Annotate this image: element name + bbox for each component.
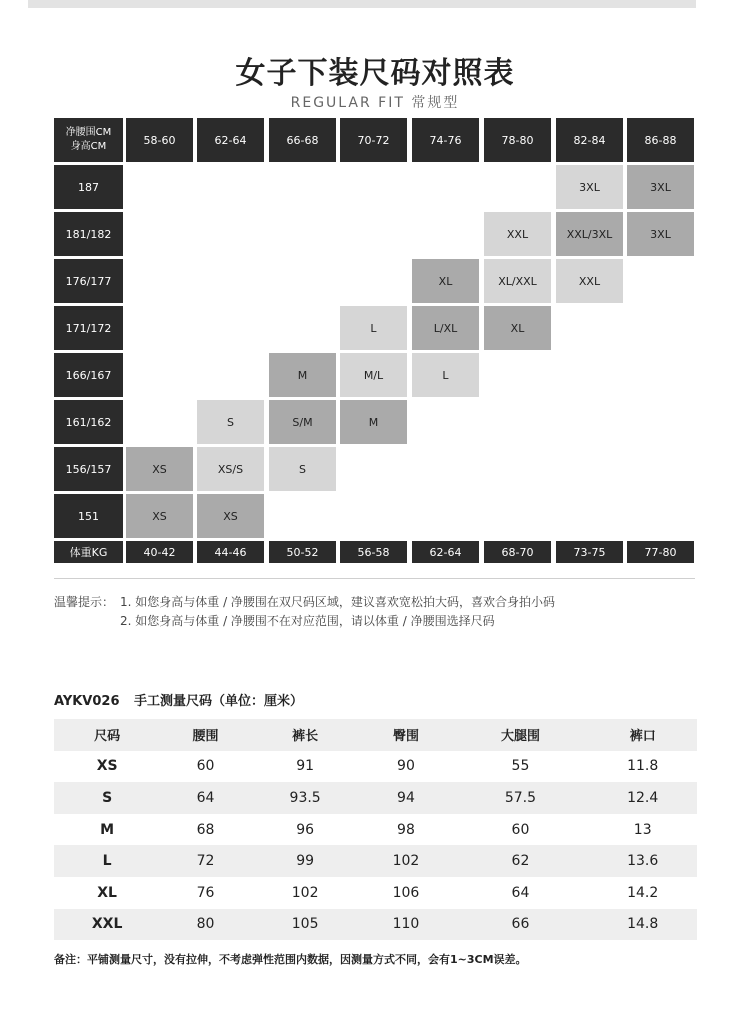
measure-section-title	[54, 690, 313, 709]
table-cell: 14.2	[627, 884, 659, 901]
column-header: 大腿围	[453, 719, 589, 751]
size-cell: S	[197, 400, 264, 444]
size-cell: XS/S	[197, 447, 264, 491]
weight-value: 44-46	[197, 541, 264, 563]
weight-label: 体重KG	[54, 541, 123, 563]
product-code: AYKV026	[54, 694, 120, 709]
table-cell: 13.6	[588, 845, 697, 877]
table-cell: 99	[251, 845, 360, 877]
table-cell: 68	[196, 821, 215, 838]
size-cell: S/M	[269, 400, 336, 444]
table-row	[54, 877, 697, 909]
size-cell: 3XL	[556, 165, 623, 209]
footnote: 备注：平铺测量尺寸，没有拉伸，不考虑弹性范围内数据，因测量方式不同，会有1~3CM误差。	[54, 953, 527, 966]
table-row	[54, 751, 697, 783]
grid-corner-header	[54, 118, 123, 162]
size-name-cell: XXL	[54, 909, 160, 941]
size-cell: XL	[412, 259, 479, 303]
height-label: 156/157	[54, 447, 123, 491]
table-cell: 76	[196, 884, 215, 901]
size-cell: L/XL	[412, 306, 479, 350]
table-cell: 60	[511, 821, 530, 838]
table-row	[54, 909, 697, 941]
size-cell: M	[269, 353, 336, 397]
size-cell: XS	[197, 494, 264, 538]
table-cell: 57.5	[453, 782, 589, 814]
weight-value: 73-75	[556, 541, 623, 563]
table-cell: 94	[359, 782, 452, 814]
waist-header: 78-80	[484, 118, 551, 162]
table-cell: 106	[392, 884, 420, 901]
table-cell: 14.8	[588, 909, 697, 941]
page-subtitle: REGULAR FIT 常规型	[290, 95, 460, 111]
size-cell: 3XL	[627, 212, 694, 256]
size-name-cell: XS	[96, 758, 118, 775]
corner-waist-label: 净腰围CM	[65, 127, 112, 138]
table-cell: 91	[296, 758, 315, 775]
weight-value: 56-58	[340, 541, 407, 563]
height-label: 176/177	[54, 259, 123, 303]
height-label: 166/167	[54, 353, 123, 397]
table-cell: 98	[397, 821, 415, 838]
tip-line-2: 2. 如您身高与体重 / 净腰围不在对应范围，请以体重 / 净腰围选择尺码	[120, 614, 495, 628]
table-row	[54, 845, 697, 877]
table-header-row	[54, 719, 697, 751]
size-name-cell: L	[54, 845, 160, 877]
measurement-table	[54, 719, 697, 940]
table-cell: 110	[359, 909, 452, 941]
table-cell: 102	[359, 845, 452, 877]
waist-header: 74-76	[412, 118, 479, 162]
waist-header: 70-72	[340, 118, 407, 162]
weight-value: 68-70	[484, 541, 551, 563]
table-cell: 102	[291, 884, 319, 901]
height-label: 151	[54, 494, 123, 538]
size-cell: XL	[484, 306, 551, 350]
height-label: 181/182	[54, 212, 123, 256]
table-cell: 93.5	[251, 782, 360, 814]
size-cell: M	[340, 400, 407, 444]
size-cell: S	[269, 447, 336, 491]
size-cell: L	[412, 353, 479, 397]
table-cell: 12.4	[588, 782, 697, 814]
size-cell: L	[340, 306, 407, 350]
waist-header: 86-88	[627, 118, 694, 162]
size-cell: XL/XXL	[484, 259, 551, 303]
waist-header: 82-84	[556, 118, 623, 162]
column-header: 尺码	[54, 719, 160, 751]
tip-line-1: 1. 如您身高与体重 / 净腰围在双尺码区域，建议喜欢宽松拍大码，喜欢合身拍小码	[120, 595, 555, 609]
section-divider	[54, 578, 695, 579]
table-cell: 66	[453, 909, 589, 941]
table-cell: 96	[296, 821, 315, 838]
size-cell: 3XL	[627, 165, 694, 209]
column-header: 腰围	[160, 719, 251, 751]
size-cell: XXL	[556, 259, 623, 303]
column-header: 裤口	[588, 719, 697, 751]
corner-height-label: 身高CM	[70, 141, 107, 152]
measure-title: 手工测量尺码（单位：厘米）	[134, 694, 304, 709]
height-label: 187	[54, 165, 123, 209]
tips-block	[54, 593, 555, 631]
column-header: 臀围	[359, 719, 452, 751]
waist-header: 62-64	[197, 118, 264, 162]
table-cell: 11.8	[627, 758, 659, 775]
weight-value: 40-42	[126, 541, 193, 563]
table-cell: 105	[251, 909, 360, 941]
table-cell: 55	[511, 758, 530, 775]
size-cell: XXL/3XL	[556, 212, 623, 256]
table-cell: 90	[397, 758, 415, 775]
table-cell: 80	[160, 909, 251, 941]
weight-value: 77-80	[627, 541, 694, 563]
height-label: 161/162	[54, 400, 123, 444]
size-name-cell: XL	[97, 884, 117, 901]
size-cell: XS	[126, 447, 193, 491]
table-cell: 62	[453, 845, 589, 877]
table-row	[54, 782, 697, 814]
table-cell: 13	[633, 821, 652, 838]
size-cell: XS	[126, 494, 193, 538]
size-name-cell: S	[54, 782, 160, 814]
size-cell: XXL	[484, 212, 551, 256]
table-cell: 72	[160, 845, 251, 877]
table-cell: 64	[160, 782, 251, 814]
size-cell: M/L	[340, 353, 407, 397]
tips-label: 温馨提示：	[54, 595, 115, 609]
page-title: 女子下装尺码对照表	[235, 56, 515, 91]
table-cell: 64	[511, 884, 530, 901]
column-header: 裤长	[251, 719, 360, 751]
table-cell: 60	[196, 758, 215, 775]
weight-value: 62-64	[412, 541, 479, 563]
weight-value: 50-52	[269, 541, 336, 563]
height-label: 171/172	[54, 306, 123, 350]
table-row	[54, 814, 697, 846]
size-name-cell: M	[100, 821, 115, 838]
waist-header: 66-68	[269, 118, 336, 162]
waist-header: 58-60	[126, 118, 193, 162]
